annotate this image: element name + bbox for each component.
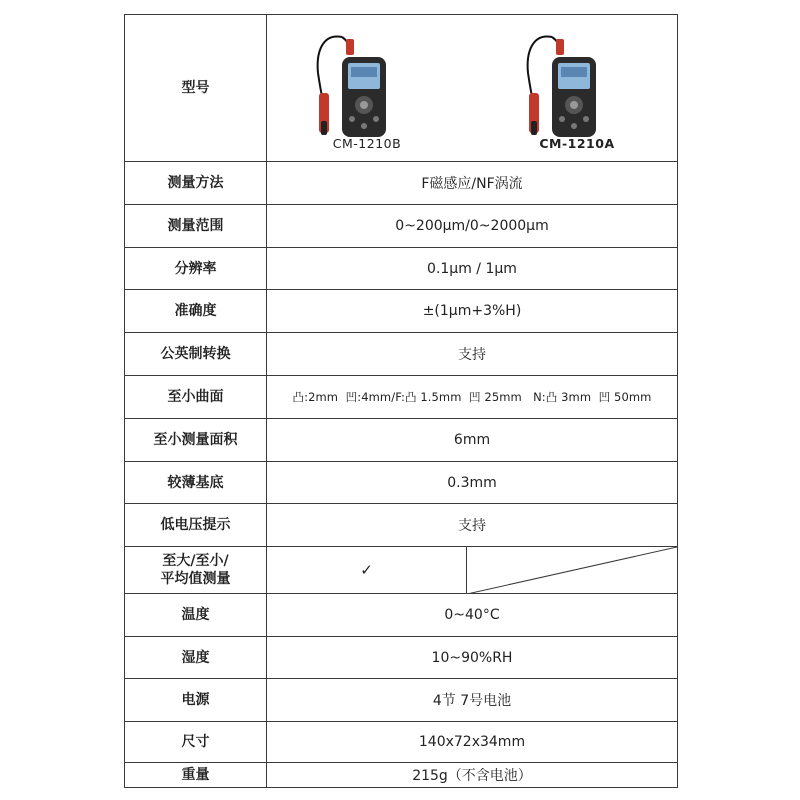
table-row: [125, 248, 677, 290]
model-images: [267, 15, 677, 161]
row-label: 型号: [125, 15, 267, 161]
row-label-line: 至大/至小/: [162, 553, 229, 569]
row-label: 至小曲面: [125, 376, 267, 418]
model-cm-1210b: [267, 15, 467, 161]
table-row: [125, 679, 677, 722]
diagonal-slash-icon: [467, 547, 677, 594]
table-row: [125, 419, 677, 462]
row-value: 215g（不含电池）: [412, 768, 532, 784]
table-row: [125, 722, 677, 763]
row-label: 湿度: [125, 637, 267, 678]
table-row: [125, 462, 677, 504]
row-label: 较薄基底: [125, 462, 267, 503]
row-label: 尺寸: [125, 722, 267, 762]
table-row: [125, 333, 677, 376]
table-row: [125, 205, 677, 248]
spec-table: [124, 14, 678, 788]
table-row-split: [125, 547, 677, 594]
table-row: [125, 504, 677, 547]
row-label: 低电压提示: [125, 504, 267, 546]
row-label: 重量: [125, 763, 267, 787]
row-value: 支持: [458, 518, 486, 534]
row-value: ±(1μm+3%H): [422, 303, 522, 319]
row-value: 10~90%RH: [431, 649, 513, 666]
row-label: 电源: [125, 679, 267, 721]
row-label: 测量范围: [125, 205, 267, 247]
row-value: 6mm: [453, 432, 491, 448]
row-label: 温度: [125, 594, 267, 636]
table-row: [125, 594, 677, 637]
model-cm-1210a: [477, 15, 677, 161]
row-value: F磁感应/NF涡流: [421, 176, 523, 192]
row-value: 凸:2mm 凹:4mm/F:凸 1.5mm 凹 25mm N:凸 3mm 凹 50mm: [292, 390, 652, 404]
table-row: [125, 637, 677, 679]
row-value: 4节 7号电池: [432, 693, 512, 709]
row-label: 公英制转换: [125, 333, 267, 375]
row-value: 支持: [458, 347, 486, 363]
row-value: 140x72x34mm: [418, 734, 526, 750]
row-value: 0~200μm/0~2000μm: [395, 218, 549, 234]
thickness-gauge-device-icon: [302, 23, 412, 141]
table-row: [125, 376, 677, 419]
check-mark-cell: [267, 547, 467, 593]
thickness-gauge-device-icon: [512, 23, 622, 141]
row-label: 测量方法: [125, 162, 267, 204]
table-row: [125, 290, 677, 333]
table-row: [125, 763, 677, 787]
check-icon: ✓: [360, 561, 373, 579]
model-name: CM-1210B: [332, 136, 402, 151]
row-label: [125, 547, 267, 593]
row-value: 0.3mm: [447, 474, 497, 491]
row-value: 0~40°C: [444, 607, 500, 623]
row-label: 至小测量面积: [125, 419, 267, 461]
row-label: 分辨率: [125, 248, 267, 289]
model-name: CM-1210A: [539, 136, 615, 151]
table-header-row: [125, 15, 677, 162]
not-applicable-cell: [467, 547, 677, 593]
table-row: [125, 162, 677, 205]
row-label: 准确度: [125, 290, 267, 332]
row-value: 0.1μm / 1μm: [427, 260, 517, 277]
row-label-line: 平均值测量: [160, 571, 231, 587]
